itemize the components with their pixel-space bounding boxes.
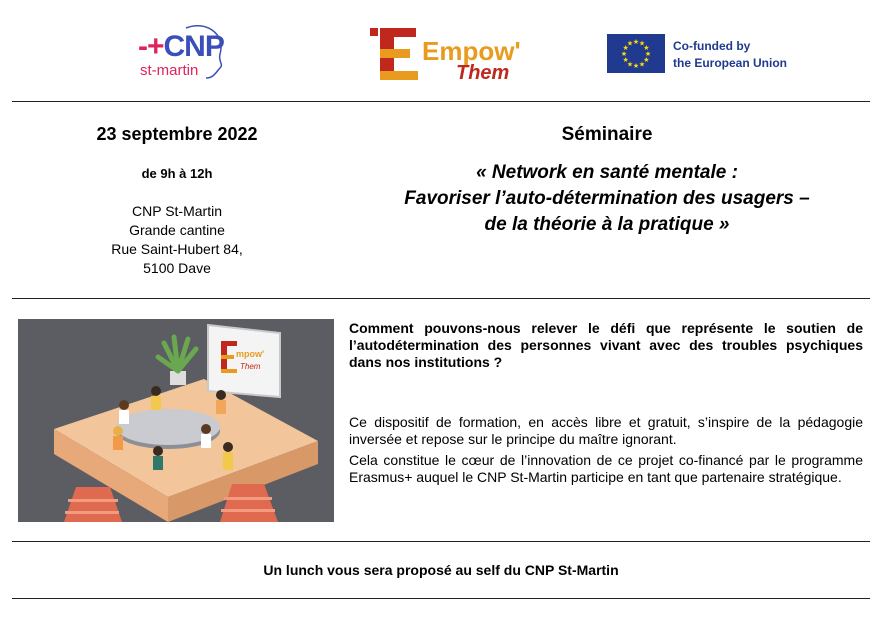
- plus-icon: -+: [138, 30, 164, 63]
- divider-middle: [12, 298, 870, 299]
- event-address: [12, 202, 342, 278]
- eu-star-icon: ★: [632, 39, 640, 46]
- svg-text:mpow': mpow': [236, 349, 265, 359]
- eu-star-icon: ★: [638, 61, 646, 69]
- eu-flag-icon: [607, 34, 665, 73]
- cnp-logo-subtitle: st-martin: [140, 62, 199, 79]
- eu-stars-icon: [607, 34, 665, 73]
- intro-question: Comment pouvons-nous relever le défi que représente le soutien de l’autodétermination des personnes vivant avec des troubles psychiques dans nos institutions ?: [349, 320, 863, 370]
- eu-star-icon: ★: [622, 57, 629, 64]
- divider-bottom-2: [12, 598, 870, 599]
- cnp-st-martin-logo: [128, 20, 228, 86]
- lunch-notice: Un lunch vous sera proposé au self du CNP St-Martin: [263, 562, 619, 578]
- seminar-title: [342, 160, 872, 238]
- empow-e-mark-icon: [366, 24, 426, 86]
- eu-text: [673, 38, 787, 72]
- divider-bottom-1: [12, 541, 870, 542]
- seminar-title-line: Favoriser l’auto-détermination des usagers –: [404, 188, 810, 209]
- eu-star-icon: ★: [643, 57, 650, 64]
- eu-star-icon: ★: [622, 45, 629, 52]
- eu-star-icon: ★: [643, 45, 650, 52]
- meeting-illustration: [18, 319, 334, 522]
- meeting-room-illustration-icon: [18, 319, 334, 522]
- eu-star-icon: ★: [638, 40, 646, 48]
- seminar-title-line: de la théorie à la pratique »: [484, 214, 730, 235]
- svg-text:Them: Them: [240, 362, 261, 371]
- address-line: Grande cantine: [129, 222, 225, 238]
- address-line: Rue Saint-Hubert 84,: [111, 241, 243, 257]
- cnp-logo-text: -+CNP: [138, 30, 224, 63]
- eu-text-line1: Co-funded by: [673, 39, 751, 53]
- eu-star-icon: ★: [644, 51, 652, 58]
- event-time: de 9h à 12h: [141, 166, 213, 181]
- divider-top: [12, 101, 870, 102]
- description-paragraph-2: Cela constitue le cœur de l’innovation de ce projet co-financé par le programme Erasmus+ auquel le CNP St-Martin participe en tant que partenaire stratégique.: [349, 452, 863, 485]
- seminar-title-line: « Network en santé mentale :: [476, 162, 738, 183]
- event-date: 23 septembre 2022: [96, 124, 258, 144]
- eu-cofunded-logo: [607, 34, 807, 74]
- seminar-type: Séminaire: [561, 124, 653, 145]
- eu-star-icon: ★: [626, 40, 634, 48]
- empow-them-logo: [366, 24, 536, 86]
- address-line: CNP St-Martin: [132, 203, 222, 219]
- eu-star-icon: ★: [632, 63, 640, 70]
- empow-logo-them: Them: [456, 62, 510, 84]
- description-paragraph-1: Ce dispositif de formation, en accès libre et gratuit, s’inspire de la pédagogie inversée et repose sur le principe du maître ignorant.: [349, 414, 863, 447]
- address-line: 5100 Dave: [143, 260, 211, 276]
- empow-logo-word: Empow': [422, 36, 521, 66]
- eu-star-icon: ★: [626, 61, 634, 69]
- eu-star-icon: ★: [620, 51, 628, 58]
- eu-text-line2: the European Union: [673, 56, 787, 70]
